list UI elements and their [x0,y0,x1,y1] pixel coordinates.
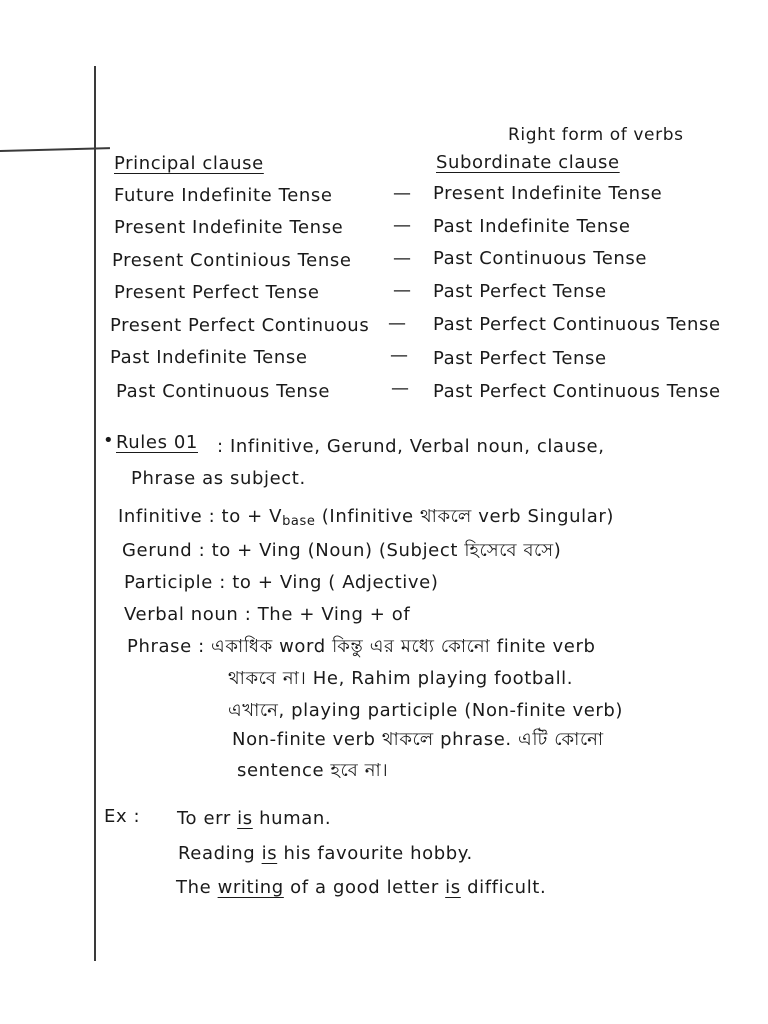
example-3-phrase: of a good letter [283,877,446,898]
subordinate-clause-header: Subordinate clause [436,152,620,173]
page-title: Right form of verbs [508,125,684,145]
principal-tense-4: Present Perfect Tense [114,282,320,303]
example-3 [176,877,546,899]
subordinate-tense-4: Past Perfect Tense [433,281,607,302]
rules-heading: : Infinitive, Gerund, Verbal noun, clause, [217,436,605,457]
subordinate-tense-2: Past Indefinite Tense [433,216,631,237]
rules-label: Rules 01 [116,432,198,453]
dash-7: — [391,378,409,399]
infinitive-formula: Infinitive : to + V [118,506,283,527]
dash-4: — [393,280,411,301]
rule-participle: Participle : to + Ving ( Adjective) [124,572,439,593]
example-3-article: The [176,877,218,898]
examples-label: Ex : [104,806,141,827]
principal-tense-6: Past Indefinite Tense [110,347,308,368]
example-1-subject: To err [177,808,238,829]
dash-5: — [388,313,406,334]
principal-tense-5: Present Perfect Continuous [110,315,370,336]
principal-tense-3: Present Continious Tense [112,250,352,271]
subordinate-tense-7: Past Perfect Continuous Tense [433,381,721,402]
example-2-verb: is [261,843,278,864]
subordinate-tense-6: Past Perfect Tense [433,348,607,369]
margin-line [94,66,96,961]
subordinate-tense-5: Past Perfect Continuous Tense [433,314,721,335]
example-2-subject: Reading [178,843,262,864]
rules-heading-line2: Phrase as subject. [131,468,306,489]
rules-bullet: • [103,430,115,451]
principal-tense-2: Present Indefinite Tense [114,217,344,238]
example-1-verb: is [237,808,253,829]
dash-6: — [390,345,408,366]
principal-tense-7: Past Continuous Tense [116,381,331,402]
example-2 [178,843,473,865]
example-3-subject: writing [217,877,284,898]
dash-2: — [393,215,411,236]
rule-phrase-line-2: থাকবে না। He, Rahim playing football. [228,668,574,689]
rule-infinitive [118,506,614,533]
principal-clause-header: Principal clause [114,153,264,174]
principal-tense-1: Future Indefinite Tense [114,185,333,206]
example-1-complement: human. [252,808,332,829]
rule-phrase-line-4: Non-finite verb থাকলে phrase. এটি কোনো [232,729,604,750]
rule-verbal-noun: Verbal noun : The + Ving + of [124,604,411,625]
rule-phrase-line-5: sentence হবে না। [237,760,389,781]
rule-gerund: Gerund : to + Ving (Noun) (Subject হিসেবে বসে) [122,540,562,561]
rule-phrase-line-1: Phrase : একাধিক word কিন্তু এর মধ্যে কোনো finite verb [127,636,596,657]
example-1 [177,808,331,830]
dash-1: — [393,183,411,204]
rule-phrase-line-3: এখানে, playing participle (Non-finite verb) [228,700,624,721]
subordinate-tense-1: Present Indefinite Tense [433,183,663,204]
dash-3: — [393,248,411,269]
infinitive-subscript: base [282,514,316,529]
example-2-complement: his favourite hobby. [277,843,473,864]
example-3-verb: is [445,877,461,898]
infinitive-note: (Infinitive থাকলে verb Singular) [315,506,615,527]
example-3-complement: difficult. [460,877,547,898]
subordinate-tense-3: Past Continuous Tense [433,248,648,269]
